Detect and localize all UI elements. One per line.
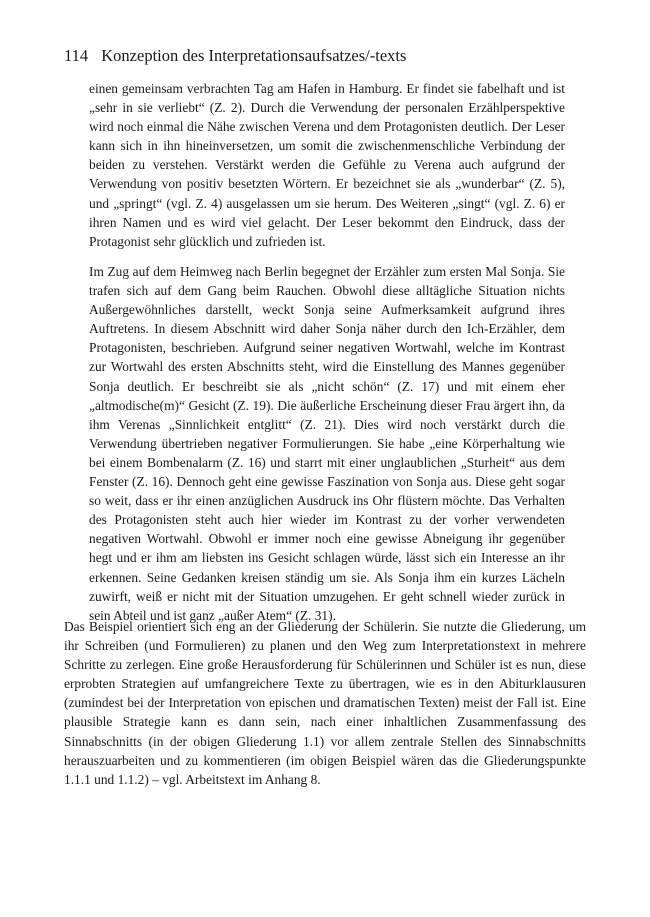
example-paragraph-2: Im Zug auf dem Heimweg nach Berlin begegnet der Erzähler zum ersten Mal Sonja. Sie trafen sich auf dem Gang beim Rauchen. Obwohl diese alltägliche Situation nichts Außergewöhnliches darstellt, weckt Sonja seine Aufmerksamkeit aufgrund ihres Auftretens. In diesem Abschnitt wird daher Sonja näher durch den Ich-Erzähler, dem Protagonisten, beschrieben. Aufgrund seiner negativen Wortwahl, welche im Kontrast zur Wortwahl des ersten Abschnitts steht, wird die Einstellung des Mannes gegenüber Sonja deutlich. Er beschreibt sie als „nicht schön“ (Z. 17) und mit einem eher „altmodische(m)“ Gesicht (Z. 19). Die äußerliche Erscheinung dieser Frau ärgert ihn, da ihm Verenas „Sinnlichkeit entglitt“ (Z. 21). Dies wird noch verstärkt durch die Verwendung übertrieben negativer Formulierungen. Sie habe „eine Körperhaltung wie bei einem Bombenalarm (Z. 16) und starrt mit einer unglaublichen „Sturheit“ aus dem Fenster (Z. 16). Dennoch geht eine gewisse Faszination von Sonja aus. Diese geht sogar so weit, dass er ihr einen anzüglichen Ausdruck ins Ohr flüstern möchte. Das Verhalten des Protagonisten steht auch hier wieder im Kontrast zu der vorher verwendeten negativen Wortwahl. Obwohl er immer noch eine gewisse Abneigung ihr gegenüber hegt und er ihm am liebsten ins Gesicht schlagen würde, lässt sich ein Interesse an ihr erkennen. Seine Gedanken kreisen ständig um sie. Als Sonja ihm ein kurzes Lächeln zuwirft, weiß er nicht mit der Situation umzugehen. Er geht schnell wieder zurück in sein Abteil und ist ganz „außer Atem“ (Z. 31).: [89, 264, 565, 623]
example-paragraph-1: einen gemeinsam verbrachten Tag am Hafen in Hamburg. Er findet sie fabelhaft und ist „sehr in sie verliebt“ (Z. 2). Durch die Verwendung der personalen Erzählperspektive wird noch einmal die Nähe zwischen Verena und dem Protagonisten deutlich. Der Leser kann sich in ihn hineinversetzen, um somit die zwischenmenschliche Verbindung der beiden zu verstehen. Verstärkt werden die Gefühle zu Verena auch aufgrund der Verwendung von positiv besetzten Wörtern. Er bezeichnet sie als „wunderbar“ (Z. 5), und „springt“ (vgl. Z. 4) ausgelassen um sie herum. Des Weiteren „singt“ (vgl. Z. 6) er ihren Namen und es wird viel gelacht. Der Leser bekommt den Eindruck, dass der Protagonist sehr glücklich und zufrieden ist.: [89, 81, 565, 249]
commentary-paragraph: Das Beispiel orientiert sich eng an der Gliederung der Schülerin. Sie nutzte die Gliederung, um ihr Schreiben (und Formulieren) zu planen und den Weg zum Interpretationstext in mehrere Schritte zu zerlegen. Eine große Herausforderung für Schülerinnen und Schüler ist es nun, diese erprobten Strategien auf umfangreichere Texte zu übertragen, wie es in den Abiturklausuren (zumindest bei der Interpretation von epischen und dramatischen Texten) meist der Fall ist. Eine plausible Strategie kann es dann sein, nach einer inhaltlichen Zusammenfassung des Sinnabschnitts (in der obigen Gliederung 1.1) vor allem zentrale Stellen des Sinnabschnitts herauszuarbeiten und zu kommentieren (im obigen Beispiel wären das die Gliederungspunkte 1.1.1 und 1.1.2) – vgl. Arbeitstext im Anhang 8.: [64, 619, 586, 787]
running-head: [64, 46, 406, 66]
chapter-title: Konzeption des Interpretationsaufsatzes/-texts: [101, 46, 407, 65]
page-number: 114: [64, 46, 89, 65]
